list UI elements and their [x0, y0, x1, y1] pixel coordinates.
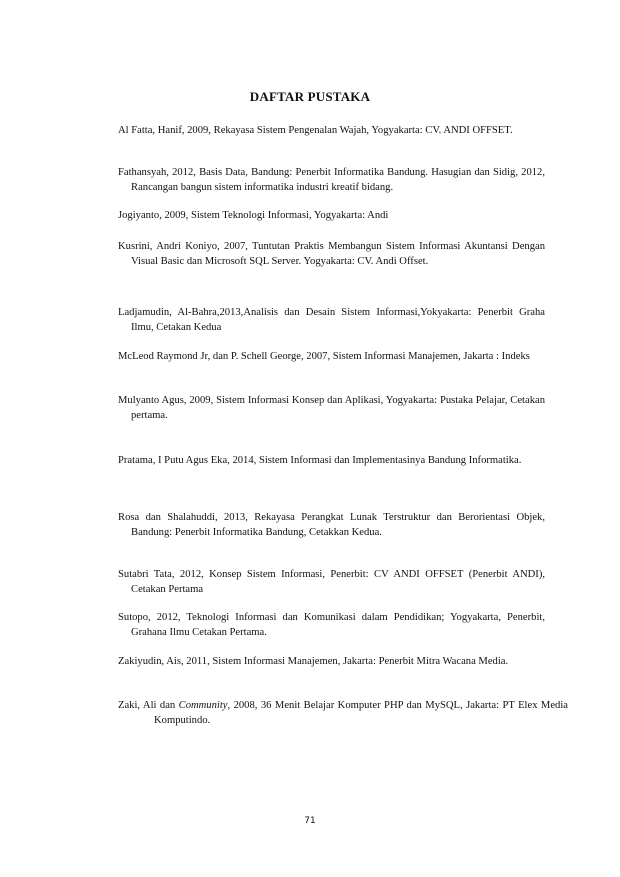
reference-item: Sutabri Tata, 2012, Konsep Sistem Informasi, Penerbit: CV ANDI OFFSET (Penerbit ANDI), Cetakan Pertama — [118, 569, 545, 595]
reference-item: Zakiyudin, Ais, 2011, Sistem Informasi Manajemen, Jakarta: Penerbit Mitra Wacana Media. — [118, 656, 509, 667]
reference-item: Jogiyanto, 2009, Sistem Teknologi Informasi, Yogyakarta: Andi — [118, 210, 389, 221]
reference-item: Al Fatta, Hanif, 2009, Rekayasa Sistem Pengenalan Wajah, Yogyakarta: CV. ANDI OFFSET. — [118, 125, 513, 136]
reference-item — [118, 699, 568, 728]
reference-italic-term: Community — [178, 700, 228, 711]
page-title: DAFTAR PUSTAKA — [249, 89, 371, 104]
reference-item: Sutopo, 2012, Teknologi Informasi dan Komunikasi dalam Pendidikan; Yogyakarta, Penerbit, Grahana Ilmu Cetakan Pertama. — [118, 612, 545, 638]
reference-item: Fathansyah, 2012, Basis Data, Bandung: Penerbit Informatika Bandung. Hasugian dan Sidig, 2012, Rancangan bangun sistem informatika industri kreatif bidang. — [118, 167, 545, 193]
reference-details: , 2008, 36 Menit Belajar Komputer PHP dan MySQL, Jakarta: PT Elex Media Komputindo. — [154, 700, 568, 726]
reference-item: McLeod Raymond Jr, dan P. Schell George, 2007, Sistem Informasi Manajemen, Jakarta : Indeks — [118, 351, 530, 362]
reference-item: Rosa dan Shalahuddi, 2013, Rekayasa Perangkat Lunak Terstruktur dan Berorientasi Objek, Bandung: Penerbit Informatika Bandung, Cetakkan Kedua. — [118, 512, 545, 538]
reference-item: Mulyanto Agus, 2009, Sistem Informasi Konsep dan Aplikasi, Yogyakarta: Pustaka Pelajar, Cetakan pertama. — [118, 395, 545, 421]
reference-author: Zaki, Ali dan — [118, 700, 179, 711]
reference-item: Kusrini, Andri Koniyo, 2007, Tuntutan Praktis Membangun Sistem Informasi Akuntansi Dengan Visual Basic dan Microsoft SQL Server. Yogyakarta: CV. Andi Offset. — [118, 241, 545, 267]
page-number: 71 — [304, 816, 316, 826]
reference-item: Pratama, I Putu Agus Eka, 2014, Sistem Informasi dan Implementasinya Bandung Informatika. — [118, 455, 522, 466]
reference-item: Ladjamudin, Al-Bahra,2013,Analisis dan Desain Sistem Informasi,Yokyakarta: Penerbit Graha Ilmu, Cetakan Kedua — [118, 307, 545, 333]
